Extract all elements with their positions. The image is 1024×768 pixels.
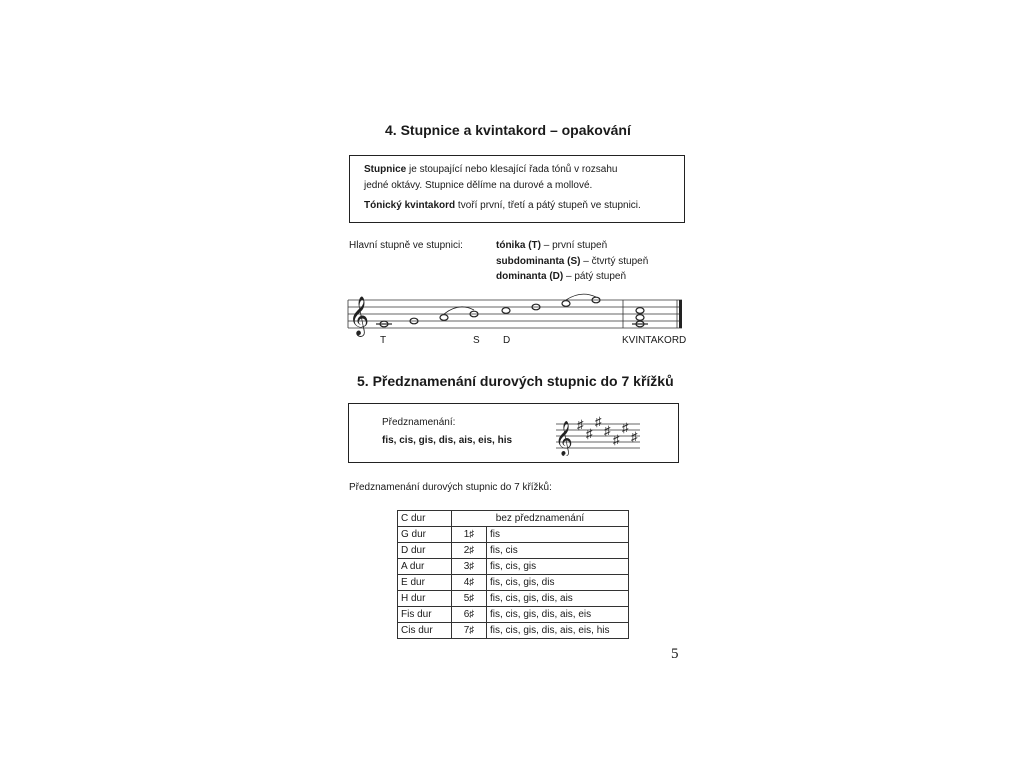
definition-text-2: tvoří první, třetí a pátý stupeň ve stupnici. [455,200,641,211]
key-sharps: fis, cis, gis, dis, ais, eis [487,607,629,623]
key-signature-sharps: fis, cis, gis, dis, ais, eis, his [382,435,513,446]
key-sharps: fis [487,527,629,543]
table-row [398,607,629,623]
sharp-count: 3♯ [452,559,487,575]
label-kvintakord: KVINTAKORD [622,335,687,346]
sharp-count: 4♯ [452,575,487,591]
scale-notes [376,294,648,327]
sharp-count: 2♯ [452,543,487,559]
key-name: Cis dur [398,623,452,639]
svg-text:♯: ♯ [595,414,602,429]
table-caption: Předznamenání durových stupnic do 7 křížků: [349,482,552,493]
table-row [398,591,629,607]
svg-text:♯: ♯ [631,429,638,444]
table-row [398,527,629,543]
table-row [398,543,629,559]
definition-line-2: jedné oktávy. Stupnice dělíme na durové a mollové. [364,180,593,191]
table-row [398,511,629,527]
definition-box [349,155,685,223]
section-5-title: 5. Předznamenání durových stupnic do 7 křížků [357,373,674,389]
svg-text:♯: ♯ [622,420,629,435]
final-barline [679,300,682,328]
key-name: H dur [398,591,452,607]
table-row [398,559,629,575]
key-signature-staff [554,412,644,456]
svg-text:♯: ♯ [613,432,620,447]
key-sharps: fis, cis, gis, dis, ais, eis, his [487,623,629,639]
degree-desc-dominanta: – pátý stupeň [563,271,627,282]
key-name: D dur [398,543,452,559]
treble-clef-icon-2: 𝄞 [555,422,573,455]
sharp-count: 5♯ [452,591,487,607]
label-subdominanta: S [473,335,480,346]
svg-text:♯: ♯ [604,423,611,438]
degree-subdominanta [496,256,648,267]
degree-desc-tonika: – první stupeň [541,240,608,251]
key-name: C dur [398,511,452,527]
svg-text:♯: ♯ [586,426,593,441]
key-signature-table [397,510,629,639]
key-signature-label: Předznamenání: [382,417,456,428]
degrees-label: Hlavní stupně ve stupnici: [349,240,463,251]
key-sharps: fis, cis, gis [487,559,629,575]
table-row [398,623,629,639]
key-name: E dur [398,575,452,591]
page-number: 5 [671,646,679,662]
definition-text-1: je stoupající nebo klesající řada tónů v rozsahu [406,164,618,175]
treble-clef-icon: 𝄞 [349,297,370,335]
key-name: G dur [398,527,452,543]
label-dominanta: D [503,335,511,346]
key-sharps: fis, cis, gis, dis [487,575,629,591]
key-signature-box [348,403,679,463]
table-row [398,575,629,591]
degree-term-subdominanta: subdominanta (S) [496,256,581,267]
key-sharps: fis, cis, gis, dis, ais [487,591,629,607]
label-tonika: T [380,335,387,346]
sharp-count: 6♯ [452,607,487,623]
degree-tonika [496,240,607,251]
key-sharps: fis, cis [487,543,629,559]
definition-term-kvintakord: Tónický kvintakord [364,200,456,211]
degree-term-dominanta: dominanta (D) [496,271,564,282]
sharp-count: 1♯ [452,527,487,543]
section-4-title: 4. Stupnice a kvintakord – opakování [385,122,631,138]
degree-desc-subdominanta: – čtvrtý stupeň [580,256,649,267]
key-sharps: bez předznamenání [452,511,629,527]
key-name: Fis dur [398,607,452,623]
degree-term-tonika: tónika (T) [496,240,541,251]
definition-term-stupnice: Stupnice [364,164,407,175]
definition-kvintakord [364,200,641,211]
degree-dominanta [496,271,626,282]
svg-text:♯: ♯ [577,417,584,432]
key-name: A dur [398,559,452,575]
definition-stupnice [364,164,617,175]
sharp-count: 7♯ [452,623,487,639]
